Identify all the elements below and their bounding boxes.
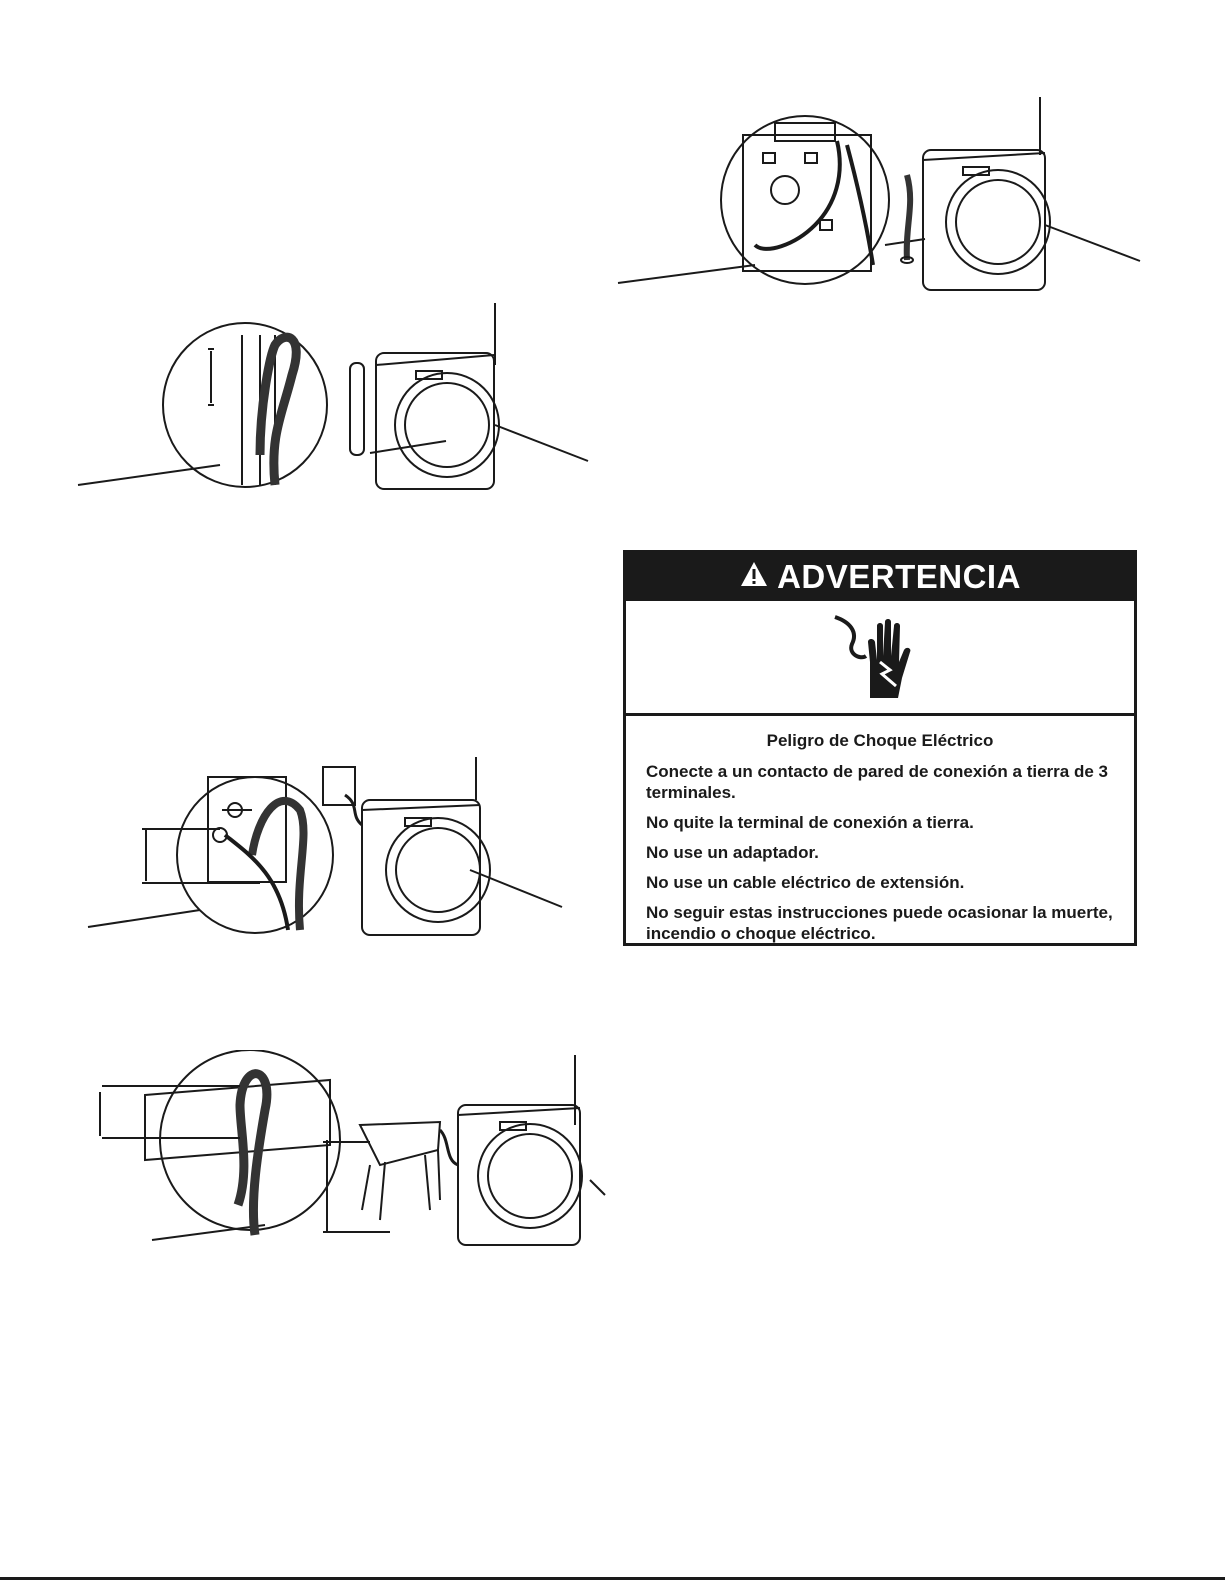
warning-line: No seguir estas instrucciones puede ocasionar la muerte, incendio o choque eléctrico.	[646, 903, 1113, 943]
warning-line: No quite la terminal de conexión a tierra.	[646, 813, 974, 832]
floor-drain-figure	[615, 95, 1150, 295]
page-bottom-rule	[0, 1577, 1225, 1580]
warning-triangle-icon	[739, 558, 769, 596]
warning-line: Conecte a un contacto de pared de conexión a tierra de 3 terminales.	[646, 762, 1108, 802]
wall-box-figure	[80, 755, 580, 945]
electric-shock-hand-icon	[830, 612, 930, 702]
warning-title: Peligro de Choque Eléctrico	[766, 731, 994, 750]
warning-body	[626, 716, 1134, 944]
laundry-tub-figure	[90, 1050, 610, 1250]
warning-line: No use un cable eléctrico de extensión.	[646, 873, 965, 892]
warning-header-text: ADVERTENCIA	[777, 558, 1021, 595]
electric-shock-warning	[623, 550, 1137, 946]
standpipe-figure	[70, 295, 600, 505]
warning-symbol-area	[626, 601, 1134, 716]
warning-line: No use un adaptador.	[646, 843, 819, 862]
warning-header	[626, 553, 1134, 601]
